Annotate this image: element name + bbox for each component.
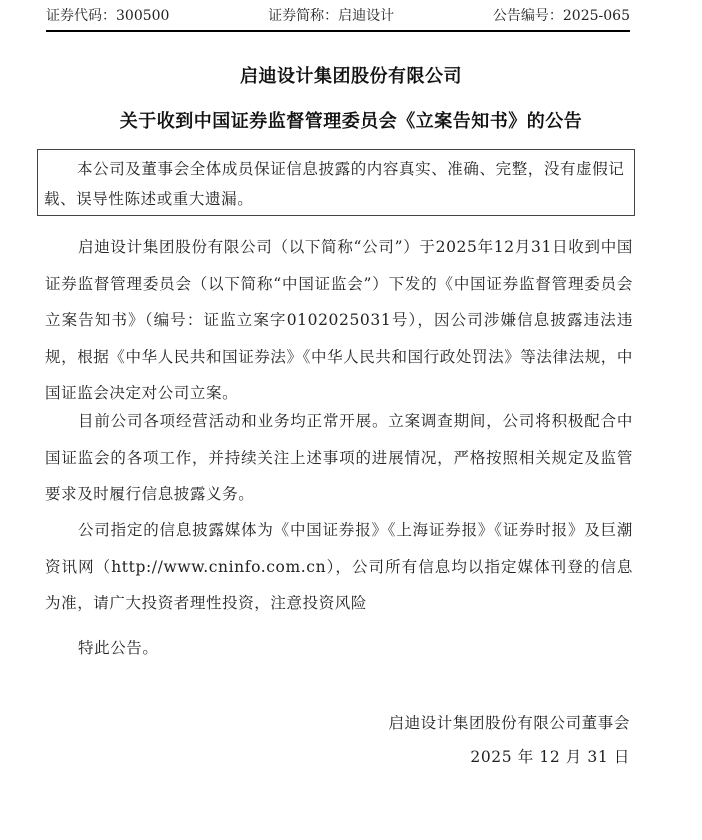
signatory-board: 启迪设计集团股份有限公司董事会 [388,714,630,732]
body-paragraph-1: 启迪设计集团股份有限公司（以下简称“公司”）于2025年12月31日收到中国证券监督管理委员会（以下简称“中国证监会”）下发的《中国证券监督管理委员会立案告知书》（编号：证监立案字0102025031号），因公司涉嫌信息披露违法违规，根据《中华人民共和国证券法》《中华人民共和国行政处罚法》等法律法规，中国证监会决定对公司立案。 [45,238,633,402]
disclosure-statement-box [37,149,635,216]
body-paragraph-3: 公司指定的信息披露媒体为《中国证券报》《上海证券报》《证券时报》及巨潮资讯网（http://www.cninfo.com.cn），公司所有信息均以指定媒体刊登的信息为准，请广大投资者理性投资，注意投资风险 [45,521,633,612]
closing-remark: 特此公告。 [78,639,159,657]
announcement-title: 关于收到中国证券监督管理委员会《立案告知书》的公告 [119,111,583,132]
stock-abbreviation: 证券简称：启迪设计 [268,8,395,24]
company-title: 启迪设计集团股份有限公司 [240,66,462,87]
disclosure-statement-text: 本公司及董事会全体成员保证信息披露的内容真实、准确、完整，没有虚假记载、误导性陈述或重大遗漏。 [44,160,625,208]
stock-code: 证券代码：300500 [46,8,170,24]
body-paragraph-2: 目前公司各项经营活动和业务均正常开展。立案调查期间，公司将积极配合中国证监会的各项工作，并持续关注上述事项的进展情况，严格按照相关规定及监管要求及时履行信息披露义务。 [45,412,633,503]
announcement-number: 公告编号：2025-065 [492,8,630,24]
signature-date: 2025 年 12 月 31 日 [470,748,630,766]
document-header [46,6,630,32]
